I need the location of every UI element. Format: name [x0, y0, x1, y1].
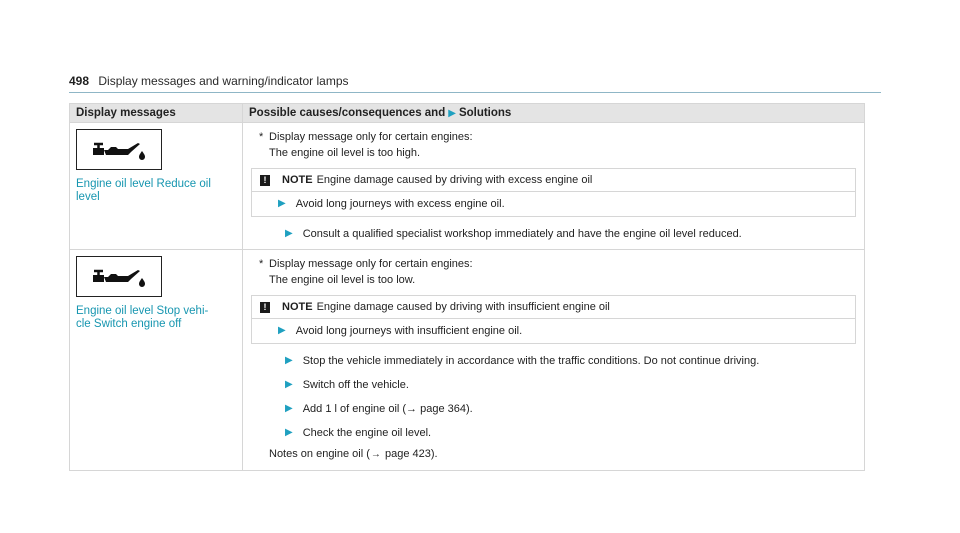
note-text: Engine damage caused by driving with insufficient engine oil [316, 301, 610, 313]
note-action-text: Avoid long journeys with insufficient engine oil. [295, 325, 523, 337]
play-arrow-icon: ▶ [278, 198, 286, 209]
display-messages-table [69, 103, 865, 471]
note-label: NOTE [282, 174, 313, 186]
asterisk: * [259, 131, 264, 143]
play-arrow-icon: ▶ [448, 107, 456, 119]
solutions-header-suffix: Solutions [458, 106, 512, 119]
action-step [259, 402, 856, 416]
play-arrow-icon: ▶ [285, 427, 293, 438]
engine-oil-icon [76, 129, 162, 170]
notes-prefix: Notes on engine oil ( [269, 448, 370, 460]
reference-arrow-icon: → [370, 449, 381, 460]
play-arrow-icon: ▶ [285, 403, 293, 414]
message-cell [70, 123, 243, 250]
note-box [251, 295, 856, 319]
footnote-text: Display message only for certain engines: [269, 131, 473, 143]
footnote-text: Display message only for certain engines: [269, 258, 473, 270]
table-header-row [70, 104, 865, 123]
note-action-text: Avoid long journeys with excess engine oil. [295, 198, 505, 210]
action-text: Consult a qualified specialist workshop immediately and have the engine oil level reduced. [302, 228, 742, 240]
engine-oil-icon [76, 256, 162, 297]
cause-text: The engine oil level is too high. [269, 147, 421, 159]
action-text: Add 1 l of engine oil (→ page 364). [302, 403, 473, 415]
solutions-header-prefix: Possible causes/consequences and [249, 106, 446, 119]
play-arrow-icon: ▶ [285, 379, 293, 390]
cause-text: The engine oil level is too low. [269, 274, 416, 286]
notes-suffix: ). [430, 448, 438, 460]
note-box [251, 168, 856, 192]
table-row [70, 250, 865, 471]
display-message-text: Engine oil level Reduce oil level [76, 178, 211, 203]
note-action [251, 192, 856, 217]
column-header-messages: Display messages [70, 104, 243, 123]
message-cell [70, 250, 243, 471]
action-text: Check the engine oil level. [302, 427, 432, 439]
footnote-line [259, 130, 856, 144]
play-arrow-icon: ▶ [285, 228, 293, 239]
solutions-cell [243, 123, 865, 250]
play-arrow-icon: ▶ [285, 355, 293, 366]
solutions-cell [243, 250, 865, 471]
action-text: Stop the vehicle immediately in accordance with the traffic conditions. Do not continue driving. [302, 355, 760, 367]
column-header-solutions [243, 104, 865, 123]
note-action [251, 319, 856, 344]
action-step [259, 378, 856, 392]
display-message-text: Engine oil level Stop vehi- cle Switch engine off [76, 305, 209, 330]
note-text: Engine damage caused by driving with excess engine oil [316, 174, 593, 186]
play-arrow-icon: ▶ [278, 325, 286, 336]
note-label: NOTE [282, 301, 313, 313]
asterisk: * [259, 258, 264, 270]
footnote-line [259, 257, 856, 271]
page-number: 498 [69, 74, 90, 88]
notes-reference [259, 447, 856, 462]
page-header [69, 74, 881, 93]
page-reference-link[interactable]: page 423 [384, 448, 431, 460]
action-text: Switch off the vehicle. [302, 379, 409, 391]
warning-icon: ! [260, 302, 270, 313]
action-step [259, 426, 856, 440]
table-row [70, 123, 865, 250]
warning-icon: ! [260, 175, 270, 186]
action-step [259, 227, 856, 241]
page-title: Display messages and warning/indicator lamps [98, 74, 349, 88]
action-step [259, 354, 856, 368]
